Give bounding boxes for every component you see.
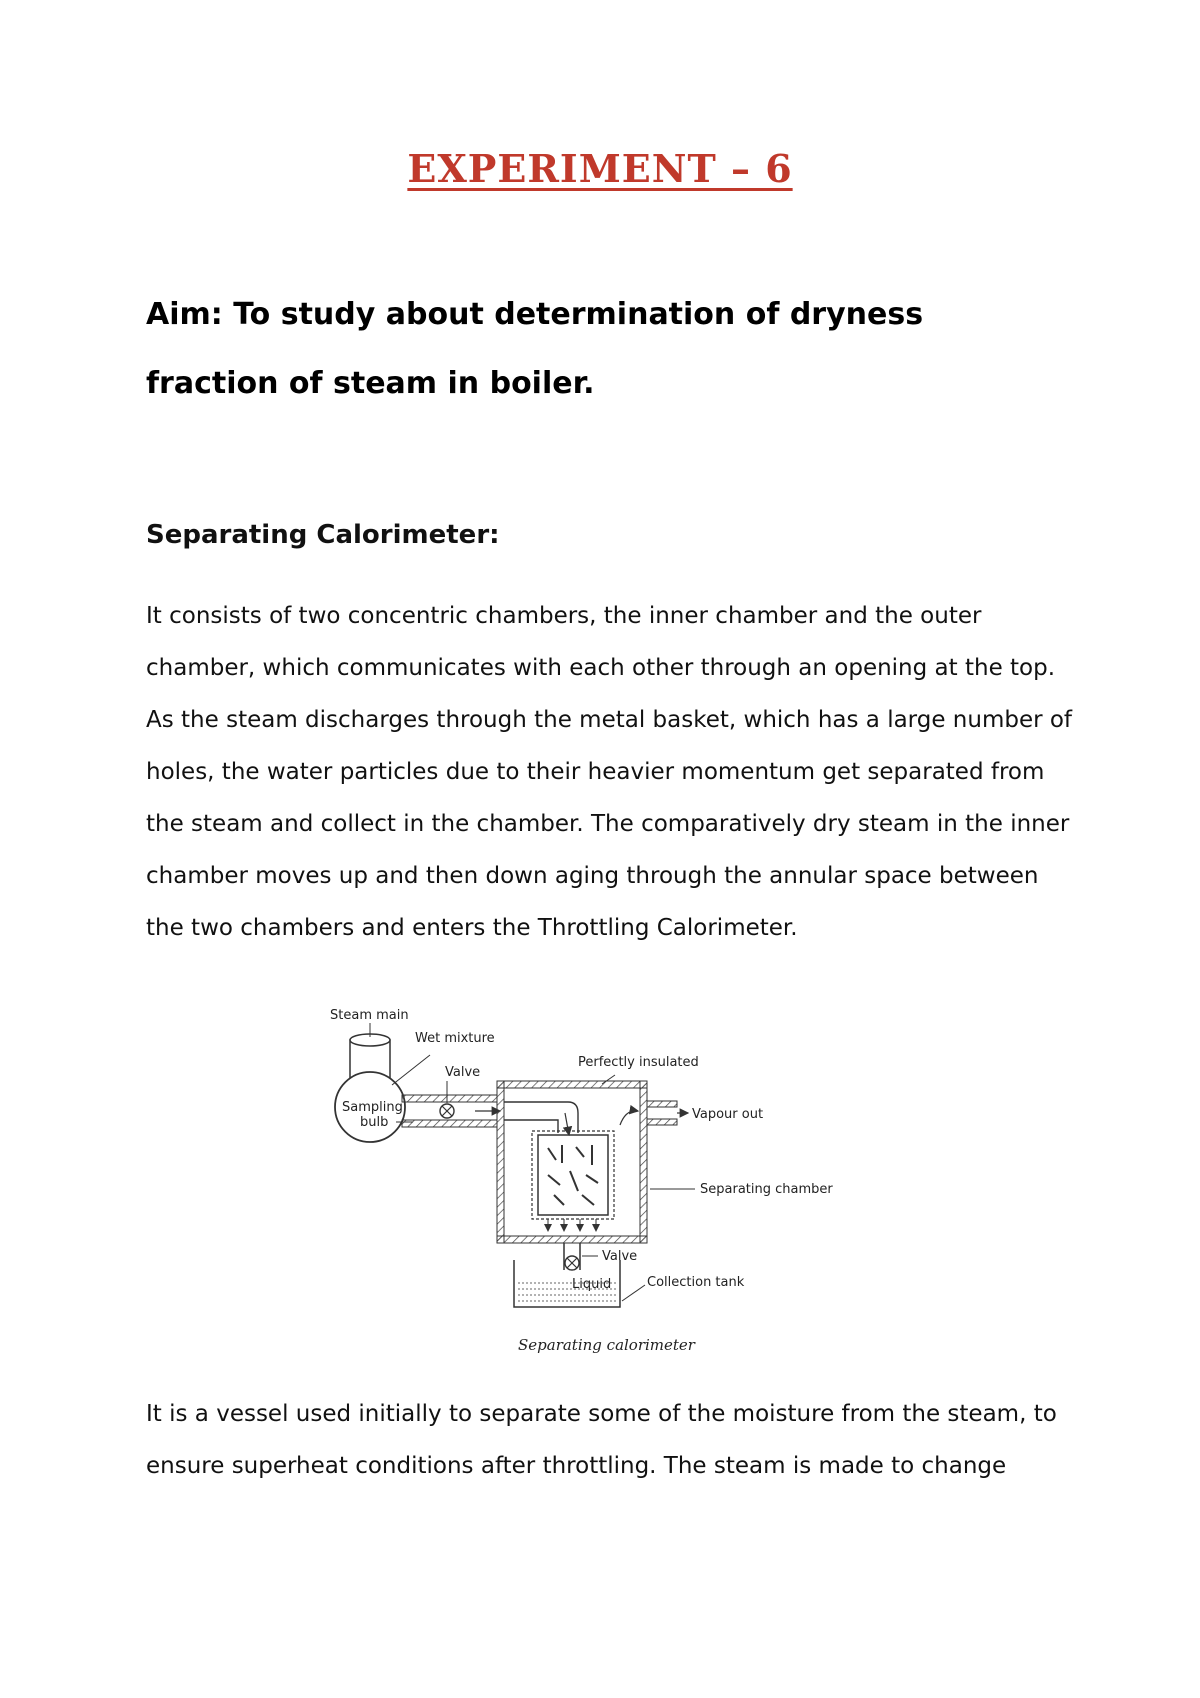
label-liquid: Liquid: [572, 1277, 612, 1292]
label-valve-top: Valve: [445, 1065, 481, 1080]
paragraph-2: [146, 1388, 1086, 1492]
paragraph-line: the two chambers and enters the Throttling Calorimeter.: [146, 915, 798, 941]
valve-top: [440, 1104, 454, 1118]
paragraph-line: holes, the water particles due to their heavier momentum get separated from: [146, 759, 1045, 785]
paragraph-line: chamber moves up and then down aging through the annular space between: [146, 863, 1039, 889]
paragraph-line: chamber, which communicates with each other through an opening at the top.: [146, 655, 1056, 681]
paragraph-line: It is a vessel used initially to separate some of the moisture from the steam, to: [146, 1401, 1057, 1427]
paragraph-1: [146, 590, 1086, 954]
paragraph-line: ensure superheat conditions after throttling. The steam is made to change: [146, 1453, 1007, 1479]
label-sampling: Sampling: [342, 1100, 403, 1115]
paragraph-line: As the steam discharges through the metal basket, which has a large number of: [146, 707, 1073, 733]
label-vapour-out: Vapour out: [692, 1107, 764, 1122]
label-collection-tank: Collection tank: [647, 1275, 745, 1290]
label-perfectly-insulated: Perfectly insulated: [578, 1055, 699, 1070]
vapour-outlet: [620, 1101, 688, 1125]
label-valve-bottom: Valve: [602, 1249, 638, 1264]
aim-line: Aim: To study about determination of dryness: [146, 297, 924, 332]
paragraph-line: It consists of two concentric chambers, the inner chamber and the outer: [146, 603, 982, 629]
inner-pipe: [504, 1102, 578, 1133]
drip-arrows: [548, 1219, 596, 1231]
label-separating-chamber: Separating chamber: [700, 1182, 833, 1197]
metal-basket: [532, 1131, 614, 1219]
figure-caption: Separating calorimeter: [518, 1336, 695, 1354]
label-steam-main: Steam main: [330, 1008, 409, 1023]
label-wet-mixture: Wet mixture: [415, 1031, 495, 1046]
separating-calorimeter-diagram: [320, 985, 860, 1365]
aim-line: fraction of steam in boiler.: [146, 366, 595, 401]
section-heading: Separating Calorimeter:: [146, 520, 500, 550]
aim-statement: [146, 280, 1106, 418]
label-bulb: bulb: [360, 1115, 389, 1130]
paragraph-line: the steam and collect in the chamber. The comparatively dry steam in the inner: [146, 811, 1070, 837]
valve-bottom: [565, 1256, 579, 1270]
experiment-title: EXPERIMENT – 6: [407, 146, 793, 191]
